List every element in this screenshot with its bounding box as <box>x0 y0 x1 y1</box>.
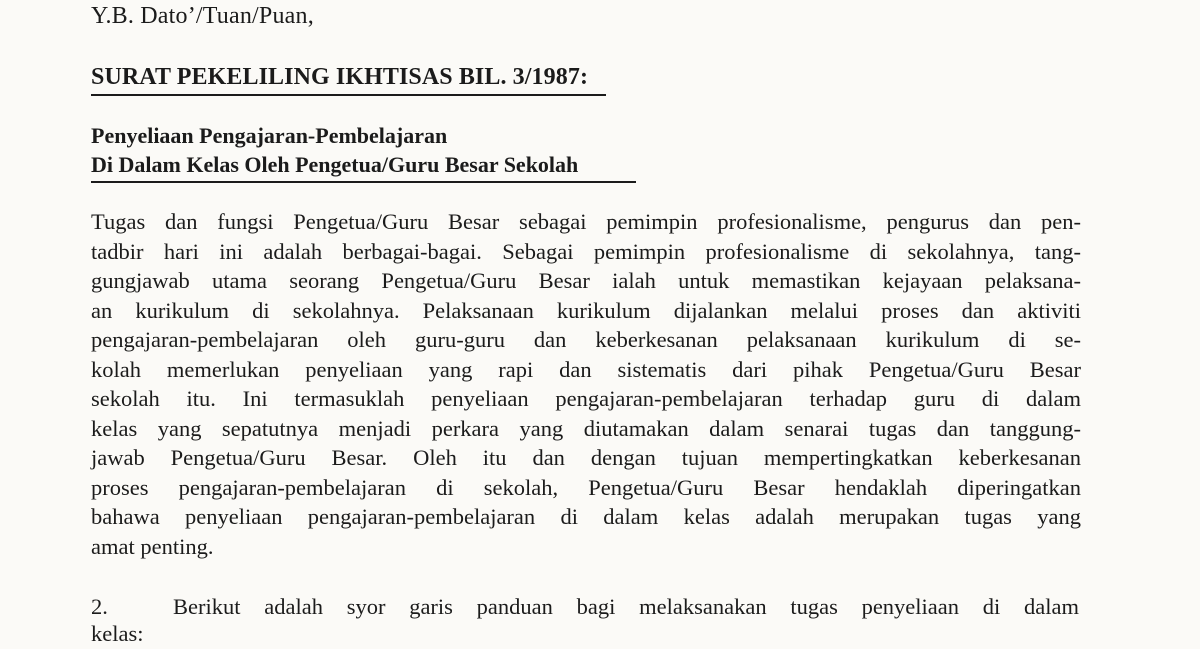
paragraph-2-text: Berikut adalah syor garis panduan bagi melaksanakan tugas penyeliaan di dalam <box>173 594 1079 619</box>
paragraph-1-line: gungjawab utama seorang Pengetua/Guru Besar ialah untuk memastikan kejayaan pelaksana- <box>91 268 1081 293</box>
paragraph-1-line: sekolah itu. Ini termasuklah penyeliaan pengajaran-pembelajaran terhadap guru di dalam <box>91 386 1081 411</box>
paragraph-1-line: proses pengajaran-pembelajaran di sekolah, Pengetua/Guru Besar hendaklah diperingatkan <box>91 474 1081 500</box>
subject-line-2: Di Dalam Kelas Oleh Pengetua/Guru Besar Sekolah <box>91 150 636 183</box>
paragraph-1-line: jawab Pengetua/Guru Besar. Oleh itu dan dengan tujuan mempertingkatkan keberkesanan <box>91 445 1081 470</box>
paragraph-2-continuation: kelas: <box>91 621 144 646</box>
circular-title: SURAT PEKELILING IKHTISAS BIL. 3/1987: <box>91 62 606 96</box>
paragraph-2 <box>91 592 1081 622</box>
subject-line-1: Penyeliaan Pengajaran-Pembelajaran <box>91 123 448 148</box>
paragraph-1-line: pengajaran-pembelajaran oleh guru-guru dan keberkesanan pelaksanaan kurikulum di se- <box>91 327 1081 352</box>
paragraph-1-line: kolah memerlukan penyeliaan yang rapi dan sistematis dari pihak Pengetua/Guru Besar <box>91 356 1081 382</box>
paragraph-1-line: bahawa penyeliaan pengajaran-pembelajaran di dalam kelas adalah merupakan tugas yang <box>91 504 1081 529</box>
paragraph-1-line: Tugas dan fungsi Pengetua/Guru Besar sebagai pemimpin profesionalisme, pengurus dan pen- <box>91 209 1081 234</box>
paragraph-1-line: an kurikulum di sekolahnya. Pelaksanaan kurikulum dijalankan melalui proses dan aktiviti <box>91 297 1081 323</box>
paragraph-1-line: kelas yang sepatutnya menjadi perkara yang diutamakan dalam senarai tugas dan tanggung- <box>91 415 1081 441</box>
salutation: Y.B. Dato’/Tuan/Puan, <box>91 3 314 29</box>
paragraph-1 <box>91 207 1081 561</box>
paragraph-1-line: tadbir hari ini adalah berbagai-bagai. Sebagai pemimpin profesionalisme di sekolahnya, tang- <box>91 238 1081 264</box>
paragraph-1-line: amat penting. <box>91 533 214 559</box>
subject-heading <box>91 121 636 183</box>
paragraph-2-number: 2. <box>91 594 108 619</box>
